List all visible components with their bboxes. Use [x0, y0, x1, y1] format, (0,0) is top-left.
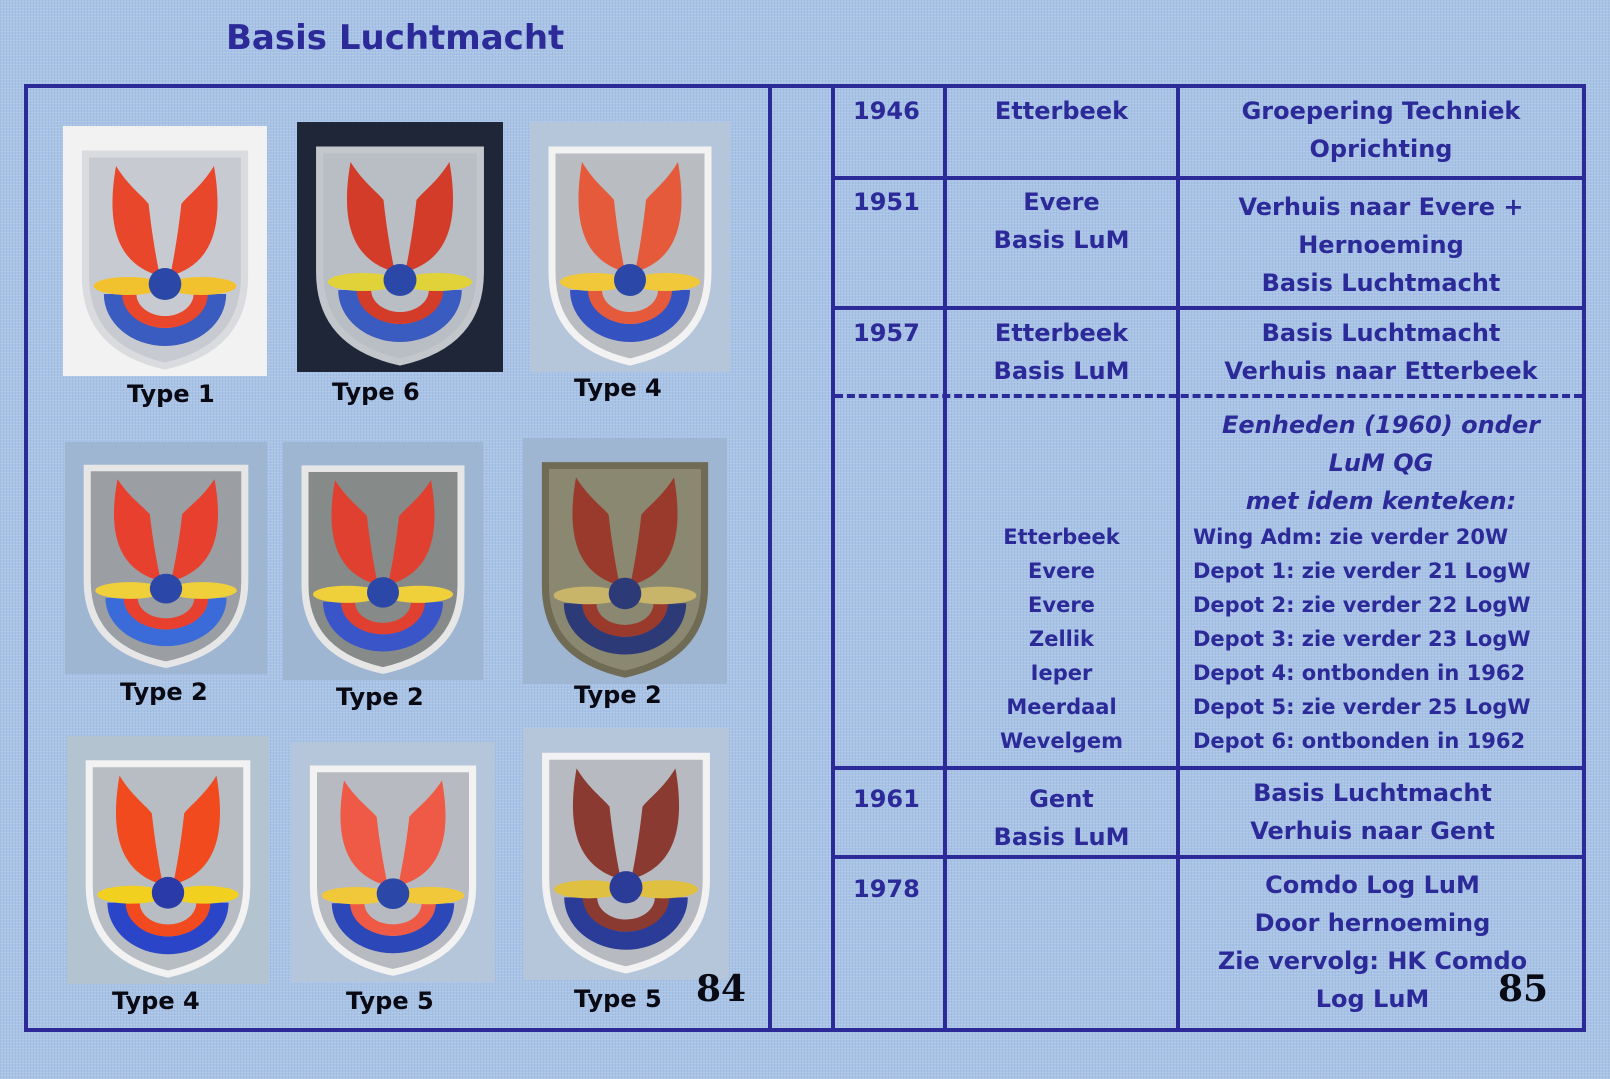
patch-emblem	[67, 736, 269, 984]
row-1951-desc-line: Hernoeming	[1298, 231, 1464, 259]
page-number-right: 85	[1498, 968, 1549, 1010]
patch-emblem	[283, 442, 483, 680]
row-1961-year: 1961	[853, 785, 920, 813]
row-1946-place	[947, 92, 1176, 130]
row-1978-desc-line: Door hernoeming	[1254, 909, 1491, 937]
row-1951-place	[947, 183, 1176, 259]
patch-label-4: Type 2	[120, 678, 208, 706]
unit-desc: Depot 3: zie verder 23 LogW	[1193, 627, 1531, 651]
propeller-hub-icon	[610, 871, 643, 903]
patch-1	[63, 126, 267, 376]
unit-desc: Depot 4: ontbonden in 1962	[1193, 661, 1526, 685]
unit-place: Evere	[1028, 593, 1095, 617]
patch-emblem	[530, 122, 730, 372]
row-1946-desc-line: Oprichting	[1309, 135, 1453, 163]
row-1957-desc-line: Basis Luchtmacht	[1261, 319, 1501, 347]
units-heading	[1180, 406, 1582, 520]
unit-place: Etterbeek	[1003, 525, 1120, 549]
unit-desc: Depot 5: zie verder 25 LogW	[1193, 695, 1531, 719]
patch-label-9: Type 5	[574, 985, 662, 1013]
row-1946-year: 1946	[853, 97, 920, 125]
row-1957-place-line: Basis LuM	[993, 357, 1130, 385]
patch-label-2: Type 6	[332, 378, 420, 406]
row-rule-1	[835, 176, 1582, 180]
propeller-hub-icon	[614, 264, 646, 296]
row-1978-desc-line: Comdo Log LuM	[1265, 871, 1480, 899]
row-1978-desc	[1180, 866, 1565, 1018]
patch-2	[297, 122, 503, 372]
row-rule-3	[835, 766, 1582, 770]
patch-label-8: Type 5	[346, 987, 434, 1015]
propeller-hub-icon	[367, 577, 399, 607]
row-1961-place-line: Basis LuM	[993, 823, 1130, 851]
propeller-hub-icon	[384, 264, 417, 296]
unit-desc: Depot 2: zie verder 22 LogW	[1193, 593, 1531, 617]
page-title: Basis Luchtmacht	[226, 18, 565, 58]
row-1946-desc-line: Groepering Techniek	[1241, 97, 1521, 125]
propeller-hub-icon	[609, 578, 642, 609]
propeller-hub-icon	[377, 878, 410, 909]
patch-emblem	[291, 742, 495, 982]
patch-4	[65, 442, 267, 674]
divider-left	[768, 88, 772, 1028]
patch-3	[530, 122, 730, 372]
patch-emblem	[65, 442, 267, 674]
row-1961-place	[947, 780, 1176, 856]
unit-place: Wevelgem	[1000, 729, 1123, 753]
row-1951-desc	[1180, 188, 1582, 302]
row-1946-place-line: Etterbeek	[994, 97, 1129, 125]
row-1951-year: 1951	[853, 188, 920, 216]
row-1961-desc-line: Verhuis naar Gent	[1250, 817, 1495, 845]
patch-emblem	[523, 438, 727, 684]
unit-place: Ieper	[1030, 661, 1093, 685]
units-places	[947, 520, 1176, 758]
row-1946-desc	[1180, 92, 1582, 168]
row-1961-place-line: Gent	[1029, 785, 1094, 813]
patch-label-1: Type 1	[127, 380, 215, 408]
row-1957-year: 1957	[853, 319, 920, 347]
row-rule-2	[835, 306, 1582, 310]
patch-emblem	[63, 126, 267, 376]
row-1957-place-line: Etterbeek	[994, 319, 1129, 347]
propeller-hub-icon	[149, 268, 182, 300]
units-heading-line: met idem kenteken:	[1245, 487, 1517, 515]
divider-center	[831, 88, 835, 1028]
patch-9	[523, 728, 729, 980]
units-heading-line: LuM QG	[1328, 449, 1434, 477]
unit-desc: Depot 6: ontbonden in 1962	[1193, 729, 1526, 753]
unit-desc: Depot 1: zie verder 21 LogW	[1193, 559, 1531, 583]
row-rule-dashed	[835, 394, 1582, 398]
patch-label-3: Type 4	[574, 374, 662, 402]
row-1957-desc-line: Verhuis naar Etterbeek	[1224, 357, 1538, 385]
patch-7	[67, 736, 269, 984]
patch-label-7: Type 4	[112, 987, 200, 1015]
row-1957-desc	[1180, 314, 1582, 390]
unit-place: Zellik	[1028, 627, 1095, 651]
row-1978-year: 1978	[853, 875, 920, 903]
patch-8	[291, 742, 495, 982]
unit-place: Meerdaal	[1006, 695, 1117, 719]
page-number-left: 84	[696, 968, 747, 1010]
row-1951-desc-line: Basis Luchtmacht	[1261, 269, 1501, 297]
patch-5	[283, 442, 483, 680]
units-heading-line: Eenheden (1960) onder	[1222, 411, 1540, 439]
patch-label-6: Type 2	[574, 681, 662, 709]
patch-emblem	[523, 728, 729, 980]
unit-place: Evere	[1028, 559, 1095, 583]
propeller-hub-icon	[150, 574, 182, 604]
patch-6	[523, 438, 727, 684]
patch-label-5: Type 2	[336, 683, 424, 711]
row-1961-desc	[1180, 774, 1565, 850]
row-1978-desc-line: Zie vervolg: HK Comdo	[1217, 947, 1528, 975]
row-1957-place	[947, 314, 1176, 390]
patch-emblem	[297, 122, 503, 372]
units-desc	[1193, 520, 1579, 758]
row-1951-desc-line: Verhuis naar Evere +	[1238, 193, 1524, 221]
unit-desc: Wing Adm: zie verder 20W	[1193, 525, 1509, 549]
row-1978-desc-line: Log LuM	[1315, 985, 1430, 1013]
propeller-hub-icon	[152, 877, 184, 909]
row-1951-place-line: Basis LuM	[993, 226, 1130, 254]
row-1951-place-line: Evere	[1023, 188, 1100, 216]
row-1961-desc-line: Basis Luchtmacht	[1253, 779, 1492, 807]
